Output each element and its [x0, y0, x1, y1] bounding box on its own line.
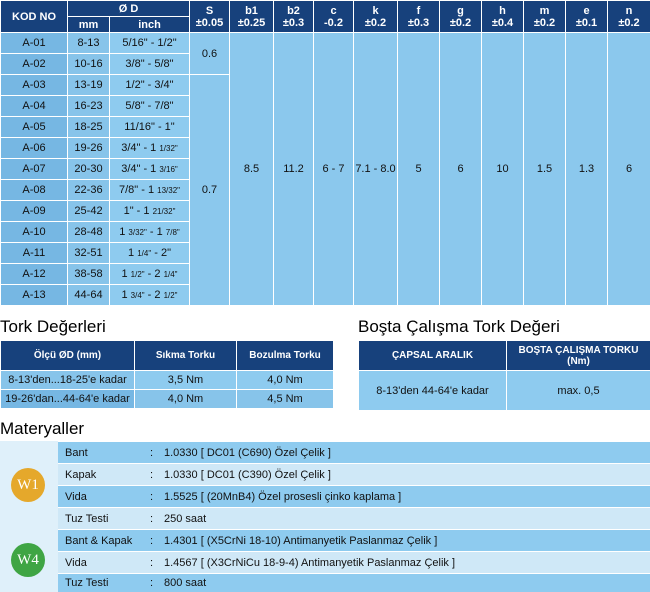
- mm-cell: 18-25: [68, 117, 110, 138]
- col-header-g: g ±0.2: [440, 1, 482, 33]
- g-value-cell: 6: [440, 33, 482, 306]
- k-value-cell: 7.1 - 8.0: [354, 33, 398, 306]
- col-header-k: k ±0.2: [354, 1, 398, 33]
- mm-cell: 28-48: [68, 222, 110, 243]
- inch-cell: 7/8" - 1 13/32": [110, 180, 190, 201]
- col-header-s: S ±0.05: [190, 1, 230, 33]
- material-row: [58, 551, 650, 573]
- material-label: Bant: [65, 446, 88, 459]
- material-colon: :: [150, 577, 154, 589]
- inch-cell: 3/4" - 1 3/16": [110, 159, 190, 180]
- inch-cell: 1 3/4" - 2 1/2": [110, 285, 190, 306]
- material-row: [58, 441, 650, 463]
- bosta-cell: max. 0,5: [507, 371, 650, 411]
- inch-cell: 3/8" - 5/8": [110, 54, 190, 75]
- mm-cell: 44-64: [68, 285, 110, 306]
- bosta-cell: 8-13'den 44-64'e kadar: [359, 371, 507, 411]
- inch-cell: 1/2" - 3/4": [110, 75, 190, 96]
- bosta-title: Boşta Çalışma Tork Değeri: [358, 317, 560, 336]
- kod-cell: A-06: [1, 138, 68, 159]
- col-header-f: f ±0.3: [398, 1, 440, 33]
- material-row: [58, 507, 650, 529]
- material-label: Kapak: [65, 468, 97, 481]
- bosta-header-capsal: ÇAPSAL ARALIK: [359, 341, 507, 371]
- tork-cell: 3,5 Nm: [135, 371, 237, 390]
- material-label: Bant & Kapak: [65, 534, 133, 547]
- f-value-cell: 5: [398, 33, 440, 306]
- mm-cell: 38-58: [68, 264, 110, 285]
- kod-cell: A-04: [1, 96, 68, 117]
- materials-title: Materyaller: [0, 419, 85, 438]
- b2-value-cell: 11.2: [274, 33, 314, 306]
- b1-value-cell: 8.5: [230, 33, 274, 306]
- mm-cell: 22-36: [68, 180, 110, 201]
- col-header-m: m ±0.2: [524, 1, 566, 33]
- inch-header: inch: [110, 17, 190, 33]
- inch-cell: 1 1/4" - 2": [110, 243, 190, 264]
- mm-cell: 25-42: [68, 201, 110, 222]
- tork-cell: 19-26'dan...44-64'e kadar: [1, 390, 135, 409]
- col-header-b1: b1 ±0.25: [230, 1, 274, 33]
- inch-cell: 1 1/2" - 2 1/4": [110, 264, 190, 285]
- material-row: [58, 485, 650, 507]
- bosta-table: [358, 340, 650, 411]
- tork-cell: 4,0 Nm: [135, 390, 237, 409]
- tork-cell: 4,0 Nm: [237, 371, 334, 390]
- m-value-cell: 1.5: [524, 33, 566, 306]
- material-value: 1.0330 [ DC01 (C690) Özel Çelik ]: [164, 446, 331, 459]
- kod-cell: A-02: [1, 54, 68, 75]
- col-header-e: e ±0.1: [566, 1, 608, 33]
- mm-cell: 10-16: [68, 54, 110, 75]
- mm-cell: 16-23: [68, 96, 110, 117]
- e-value-cell: 1.3: [566, 33, 608, 306]
- mm-cell: 20-30: [68, 159, 110, 180]
- col-header-n: n ±0.2: [608, 1, 650, 33]
- s-value-cell: 0.7: [190, 75, 230, 306]
- mm-cell: 8-13: [68, 33, 110, 54]
- material-colon: :: [150, 534, 154, 547]
- material-colon: :: [150, 512, 154, 525]
- inch-cell: 1 3/32" - 1 7/8": [110, 222, 190, 243]
- material-colon: :: [150, 556, 154, 569]
- tork-header-olcu: Ölçü ØD (mm): [1, 341, 135, 371]
- kod-cell: A-07: [1, 159, 68, 180]
- material-value: 800 saat: [164, 577, 207, 589]
- mm-cell: 19-26: [68, 138, 110, 159]
- material-row: [58, 573, 650, 592]
- material-row: [58, 529, 650, 551]
- badge-cell: [0, 441, 58, 529]
- tork-table: [0, 340, 334, 409]
- c-value-cell: 6 - 7: [314, 33, 354, 306]
- kod-cell: A-11: [1, 243, 68, 264]
- badge-cell: [0, 529, 58, 592]
- kod-cell: A-01: [1, 33, 68, 54]
- kod-cell: A-10: [1, 222, 68, 243]
- inch-cell: 1" - 1 21/32": [110, 201, 190, 222]
- material-value: 1.5525 [ (20MnB4) Özel prosesli çinko kaplama ]: [164, 490, 402, 503]
- kod-cell: A-05: [1, 117, 68, 138]
- mm-cell: 32-51: [68, 243, 110, 264]
- n-value-cell: 6: [608, 33, 650, 306]
- tork-title: Tork Değerleri: [0, 317, 106, 336]
- kod-cell: A-08: [1, 180, 68, 201]
- inch-cell: 11/16" - 1": [110, 117, 190, 138]
- h-value-cell: 10: [482, 33, 524, 306]
- material-colon: :: [150, 446, 154, 459]
- kod-cell: A-03: [1, 75, 68, 96]
- tork-header-bozulma: Bozulma Torku: [237, 341, 334, 371]
- col-header-c: c -0.2: [314, 1, 354, 33]
- material-label: Tuz Testi: [65, 512, 109, 525]
- od-header: Ø D: [68, 1, 190, 17]
- material-label: Vida: [65, 556, 87, 569]
- kod-no-header: KOD NO: [1, 1, 68, 33]
- col-header-h: h ±0.4: [482, 1, 524, 33]
- bosta-header-tork: BOŞTA ÇALIŞMA TORKU (Nm): [507, 341, 650, 371]
- kod-cell: A-09: [1, 201, 68, 222]
- material-value: 250 saat: [164, 512, 207, 525]
- material-row: [58, 463, 650, 485]
- mm-cell: 13-19: [68, 75, 110, 96]
- inch-cell: 5/8" - 7/8": [110, 96, 190, 117]
- material-colon: :: [150, 468, 154, 481]
- material-label: Tuz Testi: [65, 577, 109, 589]
- inch-cell: 3/4" - 1 1/32": [110, 138, 190, 159]
- material-label: Vida: [65, 490, 87, 503]
- col-header-b2: b2 ±0.3: [274, 1, 314, 33]
- w1-badge: W1: [11, 468, 45, 502]
- inch-cell: 5/16" - 1/2": [110, 33, 190, 54]
- s-value-cell: 0.6: [190, 33, 230, 75]
- tork-cell: 8-13'den...18-25'e kadar: [1, 371, 135, 390]
- mm-header: mm: [68, 17, 110, 33]
- tork-cell: 4,5 Nm: [237, 390, 334, 409]
- kod-cell: A-12: [1, 264, 68, 285]
- material-colon: :: [150, 490, 154, 503]
- material-value: 1.4567 [ (X3CrNiCu 18-9-4) Antimanyetik Paslanmaz Çelik ]: [164, 556, 456, 569]
- tork-header-sikma: Sıkma Torku: [135, 341, 237, 371]
- material-value: 1.0330 [ DC01 (C390) Özel Çelik ]: [164, 468, 331, 481]
- kod-cell: A-13: [1, 285, 68, 306]
- material-value: 1.4301 [ (X5CrNi 18-10) Antimanyetik Paslanmaz Çelik ]: [164, 534, 438, 547]
- w4-badge: W4: [11, 543, 45, 577]
